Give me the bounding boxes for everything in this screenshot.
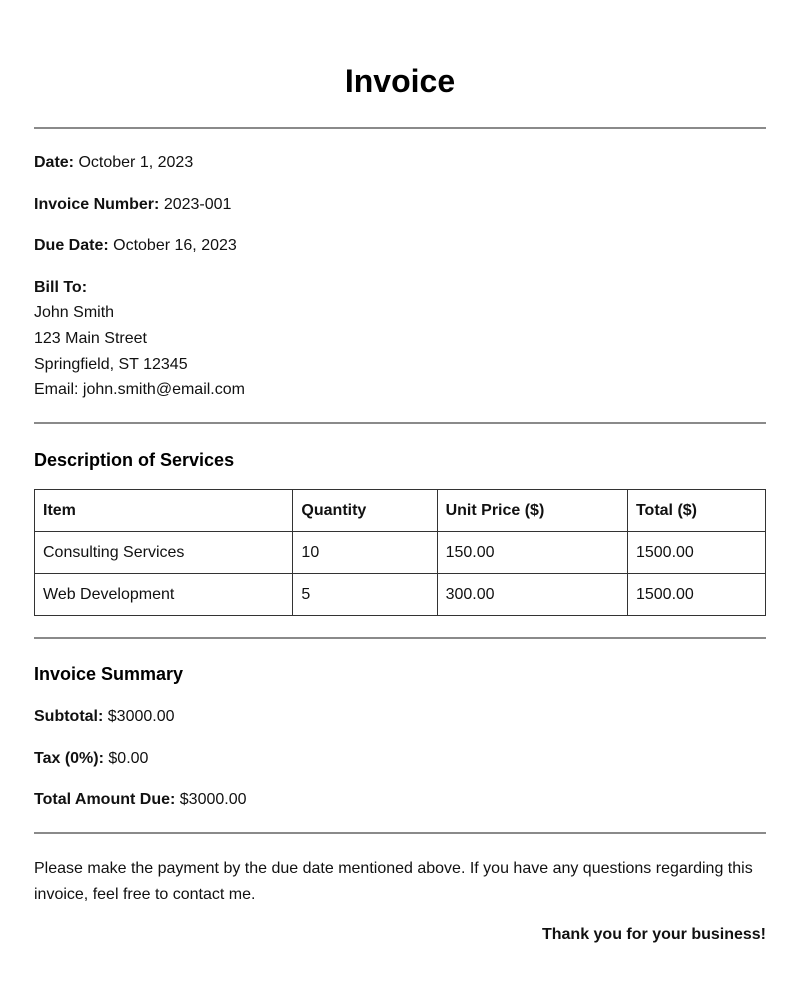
table-cell-total: 1500.00 (627, 574, 765, 616)
thank-you-note: Thank you for your business! (541, 926, 766, 943)
due-date (34, 236, 237, 256)
bill-to-heading: Bill To: (34, 279, 88, 296)
total-amount-due-value: $3000.00 (179, 791, 247, 808)
payment-note: Please make the payment by the due date mentioned above. If you have any questions regarding this invoice, feel free to contact me. (34, 860, 753, 903)
tax-label: Tax (0%): (34, 750, 104, 767)
divider (34, 637, 766, 639)
due-date-value: October 16, 2023 (113, 237, 237, 254)
bill-to-street: 123 Main Street (34, 330, 147, 347)
column-header-unit-price: Unit Price ($) (437, 490, 627, 532)
summary-heading: Invoice Summary (34, 664, 184, 684)
bill-to-name: John Smith (34, 304, 115, 321)
invoice-number-label: Invoice Number: (34, 196, 160, 213)
table-row (35, 532, 766, 574)
subtotal (34, 707, 175, 727)
services-heading: Description of Services (34, 450, 235, 470)
total-amount-due (34, 790, 247, 810)
invoice-number-value: 2023-001 (163, 196, 232, 213)
table-cell-item: Web Development (35, 574, 293, 616)
column-header-total: Total ($) (627, 490, 765, 532)
invoice-date-label: Date: (34, 154, 75, 171)
tax-value: $0.00 (108, 750, 149, 767)
table-cell-quantity: 10 (293, 532, 437, 574)
invoice-date-value: October 1, 2023 (78, 154, 194, 171)
column-header-item: Item (35, 490, 293, 532)
subtotal-label: Subtotal: (34, 708, 104, 725)
bill-to-email: Email: john.smith@email.com (34, 381, 245, 398)
page-title: Invoice (344, 63, 456, 99)
bill-to-city: Springfield, ST 12345 (34, 356, 188, 373)
divider (34, 127, 766, 129)
table-cell-unit-price: 300.00 (437, 574, 627, 616)
invoice-date (34, 153, 193, 173)
table-cell-unit-price: 150.00 (437, 532, 627, 574)
bill-to-label (34, 278, 87, 298)
table-header-row (35, 490, 766, 532)
subtotal-value: $3000.00 (107, 708, 175, 725)
tax (34, 749, 148, 769)
table-cell-item: Consulting Services (35, 532, 293, 574)
invoice-number (34, 195, 231, 215)
total-amount-due-label: Total Amount Due: (34, 791, 176, 808)
due-date-label: Due Date: (34, 237, 109, 254)
table-cell-quantity: 5 (293, 574, 437, 616)
table-row (35, 574, 766, 616)
table-cell-total: 1500.00 (627, 532, 765, 574)
services-table (34, 489, 766, 616)
column-header-quantity: Quantity (293, 490, 437, 532)
divider (34, 832, 766, 834)
divider (34, 422, 766, 424)
